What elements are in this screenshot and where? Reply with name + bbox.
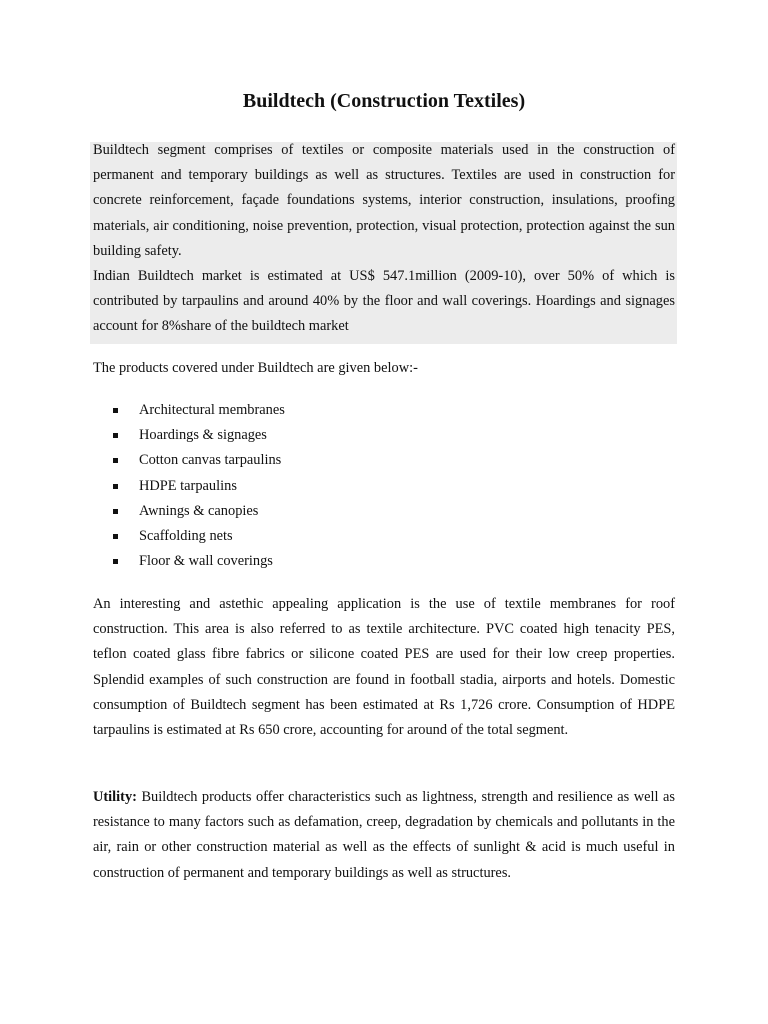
architecture-paragraph: An interesting and astethic appealing application is the use of textile membranes for roof construction. This area is also referred to as textile architecture. PVC coated high tenacity PES, teflon coated glass fibre fabrics or silicone coated PES are used for their low creep properties. Splendid examples of such construction are found in football stadia, airports and hotels. Domestic consumption of Buildtech segment has been estimated at Rs 1,726 crore. Consumption of HDPE tarpaulins is estimated at Rs 650 crore, accounting for around of the total segment. bbox=[93, 596, 675, 739]
page-title: Buildtech (Construction Textiles) bbox=[242, 90, 526, 112]
list-item bbox=[113, 398, 285, 423]
list-item bbox=[113, 549, 285, 574]
utility-text: Buildtech products offer characteristics such as lightness, strength and resilience as well as resistance to many factors such as defamation, creep, degradation by chemicals and pollutants in the air, rain or other construction material as well as the effects of sunlight & acid is much useful in construction of permanent and temporary buildings as well as structures. bbox=[93, 789, 675, 881]
list-item bbox=[113, 499, 285, 524]
list-item-text: HDPE tarpaulins bbox=[139, 477, 237, 494]
bullet-icon bbox=[113, 534, 118, 539]
utility-paragraph bbox=[93, 785, 675, 886]
list-item bbox=[113, 474, 285, 499]
list-item-text: Awnings & canopies bbox=[139, 502, 259, 519]
intro-paragraph: Buildtech segment comprises of textiles or composite materials used in the construction of permanent and temporary buildings as well as structures. Textiles are used in construction for concrete reinforcement, façade foundations systems, interior construction, insulations, proofing materials, air conditioning, noise prevention, protection, visual protection, protection against the sun building safety. bbox=[93, 142, 675, 259]
products-intro: The products covered under Buildtech are given below:- bbox=[93, 360, 418, 376]
list-item-text: Cotton canvas tarpaulins bbox=[139, 452, 282, 469]
bullet-icon bbox=[113, 408, 118, 413]
bullet-icon bbox=[113, 433, 118, 438]
list-item-text: Floor & wall coverings bbox=[139, 553, 273, 570]
market-paragraph: Indian Buildtech market is estimated at US$ 547.1million (2009-10), over 50% of which is contributed by tarpaulins and around 40% by the floor and wall coverings. Hoardings and signages account for 8%share of the buildtech market bbox=[93, 268, 675, 335]
list-item-text: Hoardings & signages bbox=[139, 427, 267, 444]
bullet-icon bbox=[113, 484, 118, 489]
bullet-icon bbox=[113, 458, 118, 463]
list-item bbox=[113, 423, 285, 448]
list-item bbox=[113, 448, 285, 473]
list-item-text: Architectural membranes bbox=[139, 402, 285, 418]
bullet-icon bbox=[113, 559, 118, 564]
utility-label: Utility: bbox=[93, 789, 137, 805]
list-item bbox=[113, 524, 285, 549]
list-item-text: Scaffolding nets bbox=[139, 527, 233, 544]
products-list bbox=[113, 398, 285, 574]
bullet-icon bbox=[113, 509, 118, 514]
